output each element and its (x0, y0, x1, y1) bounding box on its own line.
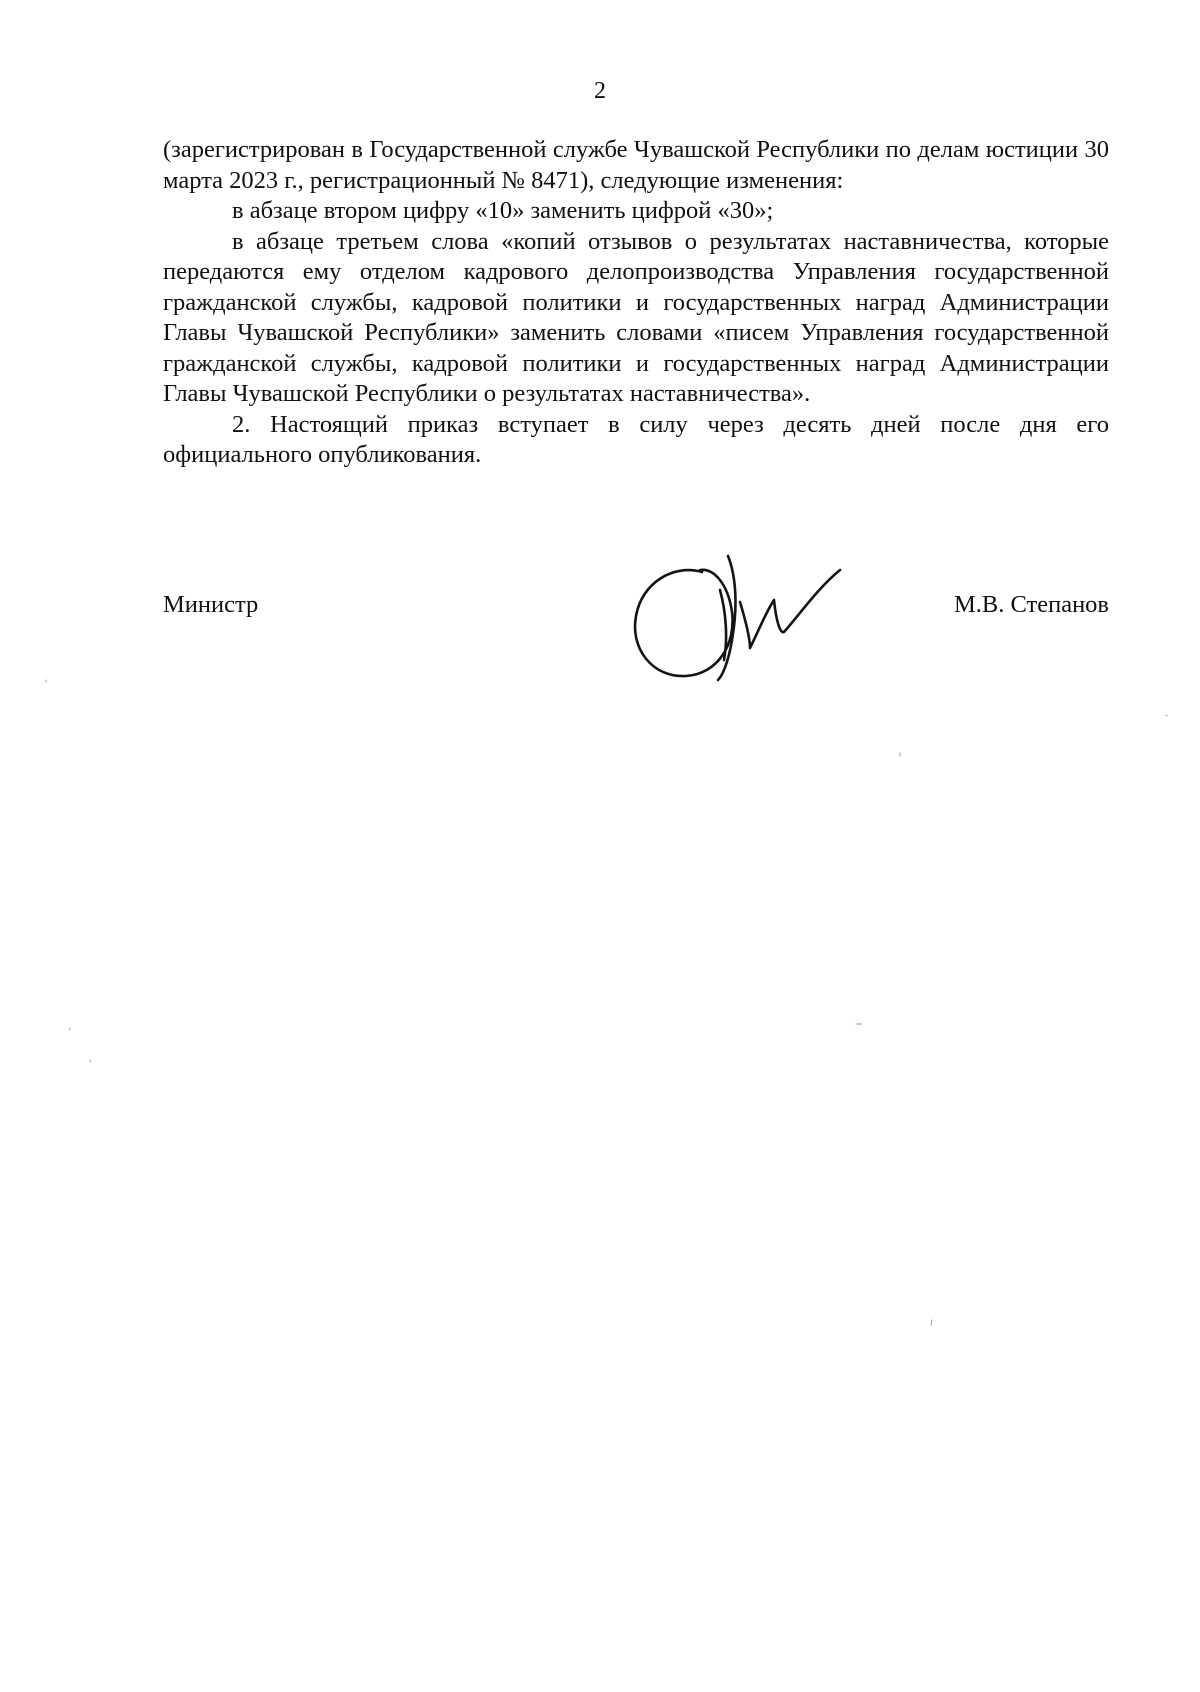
paragraph-change-abzac-2: в абзаце втором цифру «10» заменить цифрой «30»; (232, 197, 774, 224)
signature-tail-stroke (740, 570, 840, 648)
paragraph-registration: (зарегистрирован в Государственной службе Чувашской Республики по делам юстиции 30 марта 2023 г., регистрационный № 8471), следующие изменения: (163, 136, 1109, 194)
signer-name: М.В. Степанов (953, 591, 1109, 618)
signer-position: Министр (163, 591, 259, 618)
paragraph-change-abzac-3: в абзаце третьем слова «копий отзывов о результатах наставничества, которые передаются ему отделом кадрового делопроизводства Управления государственной гражданской службы, кадровой политики и государственных наград Администрации Главы Чувашской Республики» заменить словами «писем Управления государственной гражданской службы, кадровой политики и государственных наград Администрации Главы Чувашской Республики о результатах наставничества». (163, 227, 1109, 407)
paragraph-effective-date: 2. Настоящий приказ вступает в силу через десять дней после дня его официального опубликования. (163, 410, 1109, 468)
signature-loop-stroke (635, 570, 733, 676)
signature-inner-stroke (720, 590, 726, 660)
handwritten-signature (628, 548, 848, 684)
page-number: 2 (594, 78, 606, 104)
document-body (163, 135, 1109, 471)
